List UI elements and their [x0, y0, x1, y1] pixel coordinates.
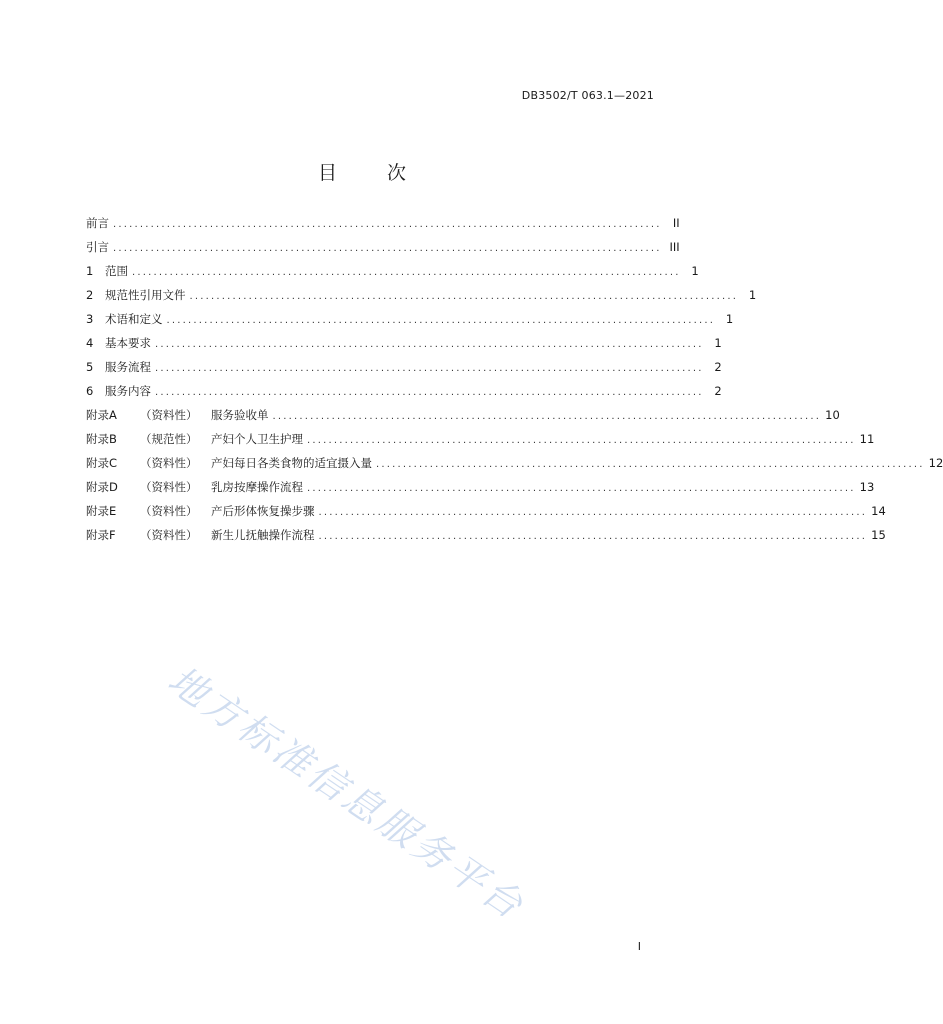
toc-item-scope[interactable] [86, 263, 699, 287]
toc-item-service-process[interactable] [86, 359, 722, 383]
appendix-prefix: 附录A [86, 408, 117, 422]
toc-item-page: 11 [859, 432, 875, 446]
toc-item-page: 15 [871, 528, 886, 542]
toc-item-number: 3 [86, 312, 94, 326]
toc-item-terms-definitions[interactable] [86, 311, 734, 335]
toc-leader-dots: ...................................................................................................... [113, 243, 662, 254]
appendix-prefix: 附录E [86, 504, 117, 518]
toc-leader-dots: ...................................................................................................... [113, 219, 662, 230]
toc-item-page: 13 [859, 480, 875, 494]
toc-leader-dots: ...................................................................................................... [376, 459, 925, 470]
toc-list [86, 215, 943, 551]
toc-item-label: 前言 [86, 216, 109, 230]
toc-appendix-a[interactable] [86, 407, 840, 431]
toc-leader-dots: ...................................................................................................... [318, 507, 868, 518]
toc-appendix-d[interactable] [86, 479, 875, 503]
toc-item-page: II [672, 216, 680, 230]
toc-leader-dots: ...................................................................................................... [155, 387, 704, 398]
toc-item-page: 2 [714, 384, 722, 398]
toc-leader-dots: ...................................................................................................... [189, 291, 739, 302]
toc-item-foreword[interactable] [86, 215, 680, 239]
toc-leader-dots: ...................................................................................................... [272, 411, 822, 422]
toc-item-page: 12 [928, 456, 943, 470]
toc-item-label: 服务验收单 [211, 408, 269, 422]
toc-leader-dots: ...................................................................................................... [307, 435, 856, 446]
toc-item-page: 1 [691, 264, 699, 278]
toc-item-introduction[interactable] [86, 239, 680, 263]
toc-item-label: 范围 [105, 264, 128, 278]
toc-item-label: 引言 [86, 240, 109, 254]
toc-leader-dots: ...................................................................................................... [155, 363, 704, 374]
appendix-type: （资料性） [140, 456, 198, 470]
toc-item-label: 产后形体恢复操步骤 [211, 504, 315, 518]
toc-item-service-content[interactable] [86, 383, 722, 407]
appendix-type: （规范性） [140, 432, 198, 446]
appendix-type: （资料性） [140, 408, 198, 422]
appendix-type: （资料性） [140, 504, 198, 518]
toc-appendix-e[interactable] [86, 503, 886, 527]
toc-item-label: 基本要求 [105, 336, 151, 350]
toc-item-label: 产妇个人卫生护理 [211, 432, 303, 446]
toc-leader-dots: ...................................................................................................... [318, 531, 868, 542]
toc-appendix-f[interactable] [86, 527, 886, 551]
toc-leader-dots: ...................................................................................................... [307, 483, 856, 494]
toc-appendix-b[interactable] [86, 431, 875, 455]
toc-item-basic-requirements[interactable] [86, 335, 722, 359]
toc-item-label: 乳房按摩操作流程 [211, 480, 303, 494]
toc-leader-dots: ...................................................................................................... [132, 267, 681, 278]
toc-item-number: 1 [86, 264, 94, 278]
toc-item-number: 2 [86, 288, 94, 302]
appendix-prefix: 附录B [86, 432, 117, 446]
appendix-type: （资料性） [140, 528, 198, 542]
toc-leader-dots: ...................................................................................................... [155, 339, 704, 350]
watermark: 地方标准信息服务平台 [160, 657, 534, 929]
toc-appendix-c[interactable] [86, 455, 943, 479]
toc-item-page: 1 [725, 312, 734, 326]
toc-item-page: 14 [871, 504, 886, 518]
toc-item-page: 1 [748, 288, 757, 302]
toc-title: 目 次 [317, 162, 429, 184]
toc-item-label: 产妇每日各类食物的适宜摄入量 [211, 456, 372, 470]
toc-item-page: 1 [714, 336, 722, 350]
toc-item-page: III [669, 240, 680, 254]
toc-item-number: 6 [86, 384, 94, 398]
appendix-prefix: 附录C [86, 456, 118, 470]
toc-item-label: 服务流程 [105, 360, 151, 374]
toc-leader-dots: ...................................................................................................... [166, 315, 716, 326]
toc-item-number: 5 [86, 360, 94, 374]
toc-item-label: 术语和定义 [105, 312, 163, 326]
standard-code: DB3502/T 063.1—2021 [521, 89, 654, 102]
toc-item-label: 新生儿抚触操作流程 [211, 528, 315, 542]
appendix-prefix: 附录D [86, 480, 118, 494]
toc-item-label: 服务内容 [105, 384, 151, 398]
page-number: I [637, 940, 641, 953]
appendix-type: （资料性） [140, 480, 198, 494]
toc-item-normative-references[interactable] [86, 287, 757, 311]
toc-item-number: 4 [86, 336, 94, 350]
toc-item-label: 规范性引用文件 [105, 288, 186, 302]
toc-item-page: 2 [714, 360, 722, 374]
appendix-prefix: 附录F [86, 528, 116, 542]
toc-item-page: 10 [825, 408, 840, 422]
